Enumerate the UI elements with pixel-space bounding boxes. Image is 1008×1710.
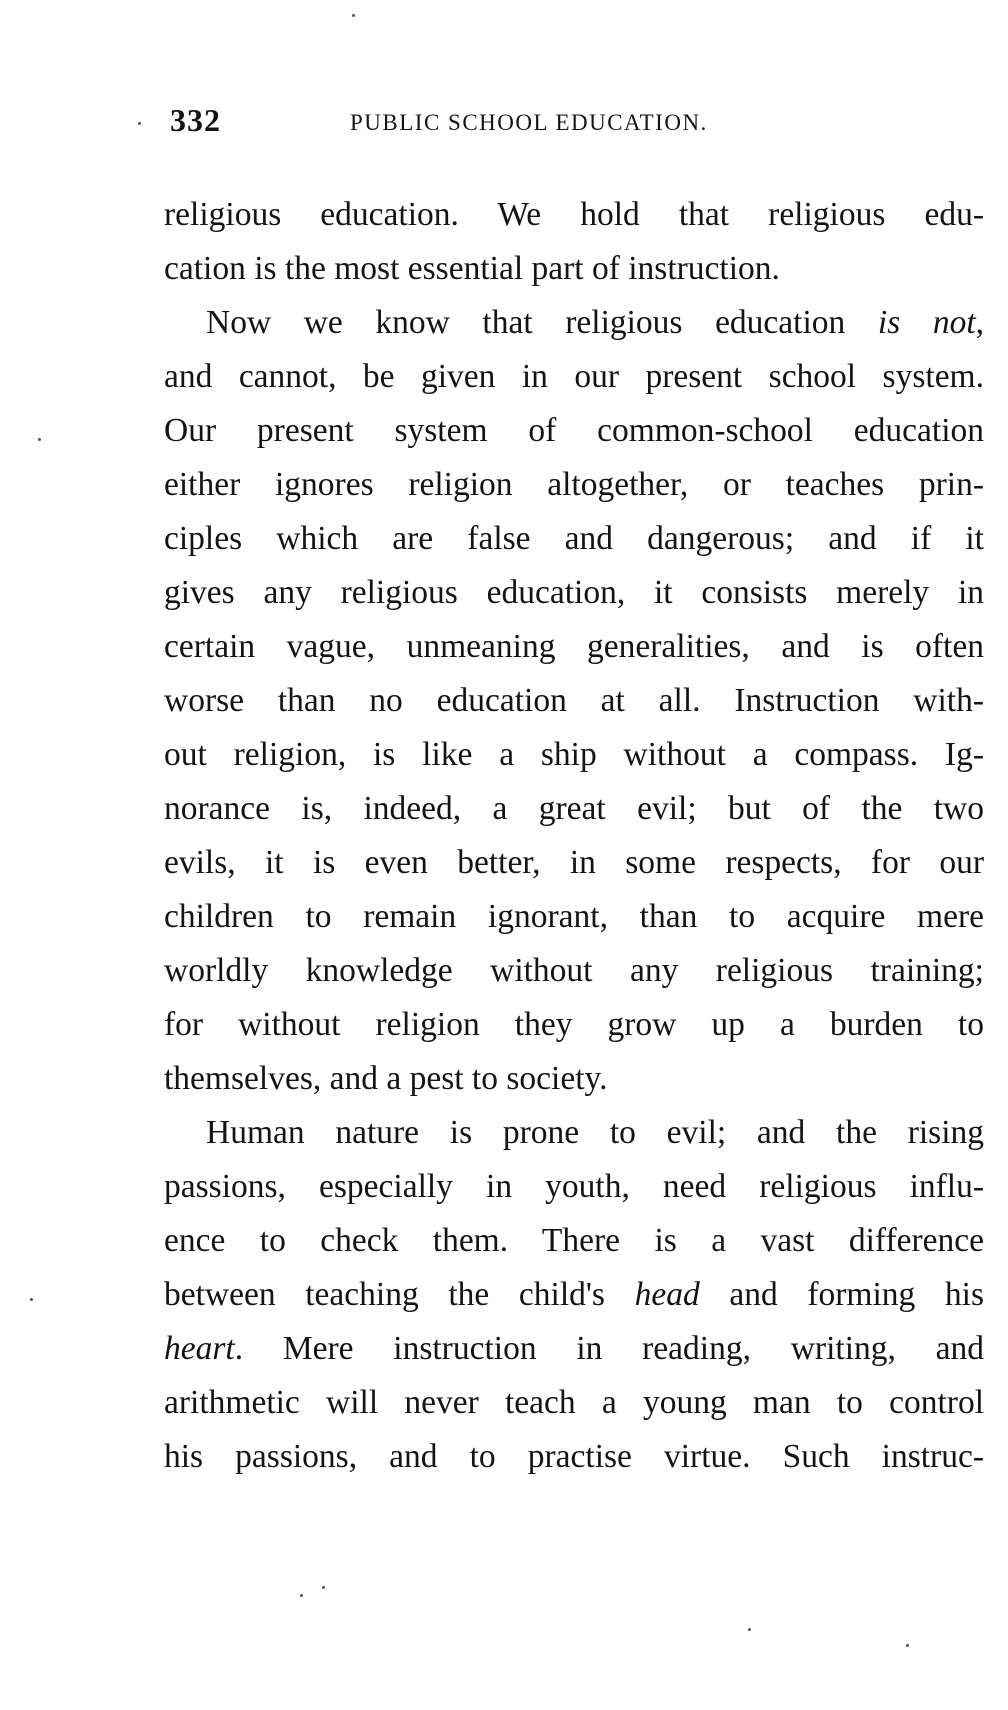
scan-speck [38,438,41,441]
scan-speck [300,1594,303,1597]
page-number: 332 [170,102,221,138]
text-line: themselves, and a pest to society. [164,1060,608,1097]
text-line: Now we know that religious education is not, [206,304,985,341]
text-line: cation is the most essential part of instruction. [164,250,780,287]
text-line: norance is, indeed, a great evil; but of the two [164,790,984,827]
text-line: certain vague, unmeaning generalities, and is often [164,628,984,665]
text-line: either ignores religion altogether, or teaches prin- [164,466,984,503]
text-line: arithmetic will never teach a young man to control [164,1384,984,1421]
scan-speck [30,1298,33,1301]
text-line: out religion, is like a ship without a compass. Ig- [164,736,984,773]
text-line: heart. Mere instruction in reading, writing, and [164,1330,984,1367]
emphasis: heart [164,1330,235,1367]
text-line: between teaching the child's head and forming his [164,1276,985,1313]
emphasis: is not [877,304,976,341]
text-line: gives any religious education, it consists merely in [164,574,984,611]
text-line: worldly knowledge without any religious training; [164,952,984,989]
scan-speck [322,1586,325,1589]
text-line: ciples which are false and dangerous; and if it [164,520,984,557]
scan-speck [748,1628,751,1631]
text-line: for without religion they grow up a burden to [164,1006,984,1043]
running-head: PUBLIC SCHOOL EDUCATION. [350,110,708,135]
text-line: and cannot, be given in our present school system. [164,358,984,395]
text-line: children to remain ignorant, than to acquire mere [164,898,984,935]
text-line: ence to check them. There is a vast difference [164,1222,984,1259]
scan-speck [906,1644,909,1647]
page-header [170,102,990,142]
scan-speck [138,122,141,125]
text-line: his passions, and to practise virtue. Such instruc- [164,1438,984,1475]
scan-speck [352,14,355,17]
text-line: passions, especially in youth, need religious influ- [164,1168,984,1205]
text-line: Our present system of common-school education [164,412,984,449]
text-line: Human nature is prone to evil; and the rising [206,1114,984,1151]
text-line: evils, it is even better, in some respects, for our [164,844,984,881]
text-line: worse than no education at all. Instruction with- [164,682,984,719]
body-text [164,188,984,1484]
emphasis: head [634,1276,700,1313]
text-line: religious education. We hold that religious edu- [164,196,984,233]
